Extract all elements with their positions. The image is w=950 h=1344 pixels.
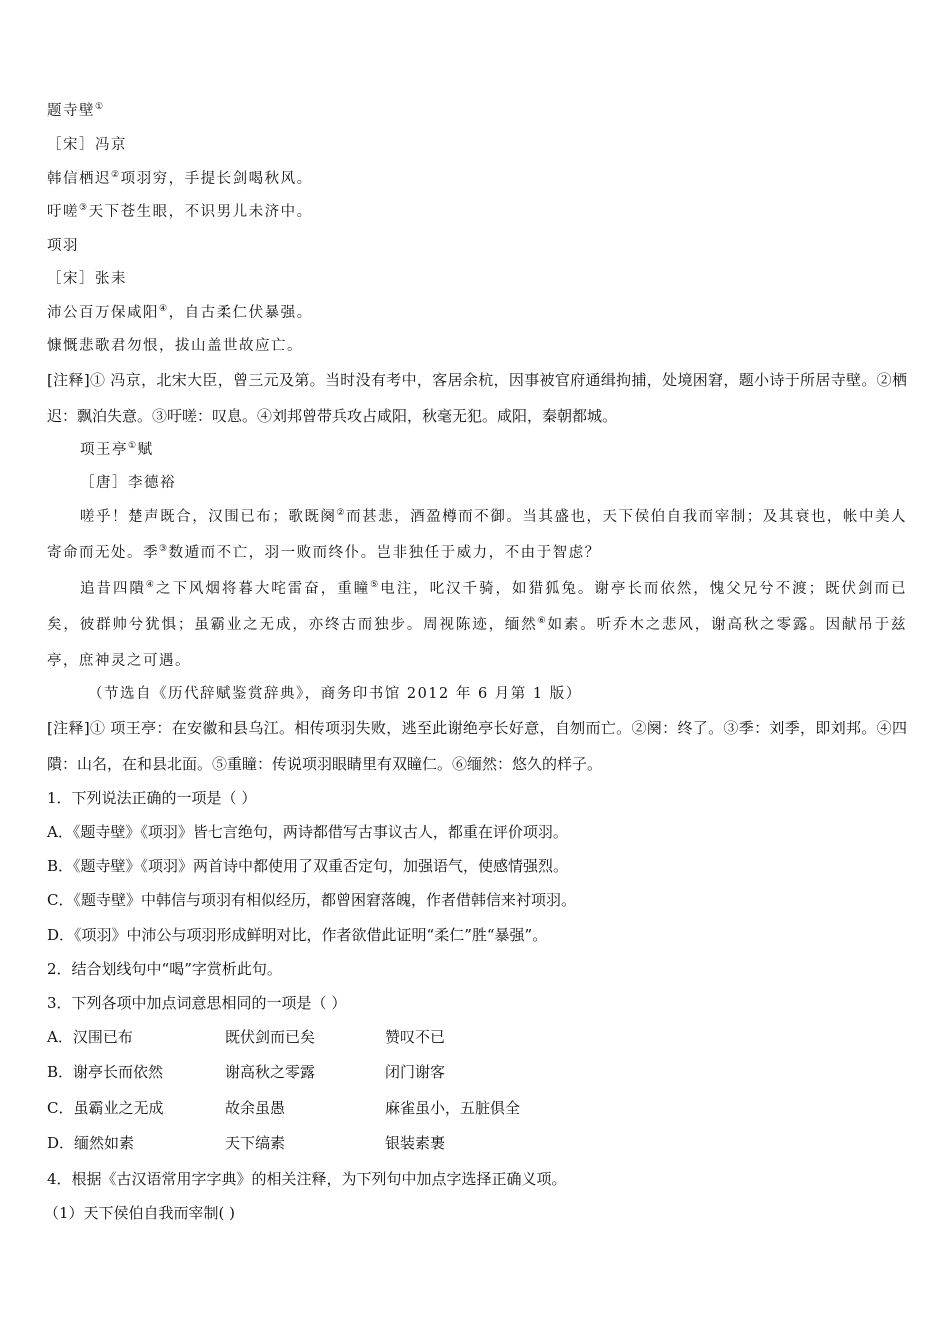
poem2-author: ［宋］张耒 — [47, 271, 127, 287]
fu-paragraph-2: 追昔四隤④之下风烟将暮大咤雷奋，重瞳⑤电注，叱汉千骑，如猎狐兔。谢亭长而依然，愧父兄兮不渡；既伏剑而已矣，彼群帅兮犹惧；虽霸业之无成，亦终古而独步。周视陈迹，缅然⑥如素。听乔木之悲风，谢高秋之零露。因献吊于兹亭，庶神灵之可遇。 — [47, 580, 908, 669]
question-3-c-col1: C．虽霸业之无成 — [47, 1099, 164, 1117]
poem1-author: ［宋］冯京 — [47, 137, 127, 153]
question-3-d-col2: 天下缟素 — [225, 1134, 286, 1152]
poem1-line-2: 吁嗟③天下苍生眼，不识男儿未济中。 — [47, 203, 313, 220]
fu-title: 项王亭①赋 — [80, 441, 154, 458]
question-3-b-col1: B．谢亭长而依然 — [47, 1063, 164, 1081]
question-1: 1．下列说法正确的一项是（ ） — [47, 789, 257, 807]
fu-source: （节选自《历代辞赋鉴赏辞典》，商务印书馆 2012 年 6 月第 1 版） — [88, 686, 582, 702]
poem-notes: [注释]① 冯京，北宋大臣，曾三元及第。当时没有考中，客居余杭，因事被官府通缉拘捕，处境困窘，题小诗于所居寺壁。②栖迟：飘泊失意。③吁嗟：叹息。④刘邦曾带兵攻占咸阳，秋毫无犯。咸阳，秦朝都城。 — [47, 371, 907, 425]
question-3-c-col2: 故余虽愚 — [225, 1099, 286, 1117]
question-3: 3．下列各项中加点词意思相同的一项是（ ） — [47, 994, 347, 1012]
question-2: 2．结合划线句中“喝”字赏析此句。 — [47, 960, 282, 978]
question-1-option-b: B．《题寺壁》《项羽》两首诗中都使用了双重否定句，加强语气，使感情强烈。 — [47, 857, 569, 875]
poem1-line-1: 韩信栖迟②项羽穷，手提长剑喝秋风。 — [47, 170, 313, 187]
poem2-line-2: 慷慨悲歌君勿恨，拔山盖世故应亡。 — [47, 338, 303, 354]
question-1-option-c: C．《题寺壁》中韩信与项羽有相似经历，都曾困窘落魄，作者借韩信来衬项羽。 — [47, 891, 576, 909]
question-3-b-col3: 闭门谢客 — [385, 1063, 446, 1081]
question-4: 4．根据《古汉语常用字字典》的相关注释，为下列句中加点字选择正确义项。 — [47, 1170, 567, 1188]
fu-author: ［唐］李德裕 — [80, 475, 176, 491]
question-3-a-col1: A．汉围已布 — [47, 1028, 133, 1046]
question-3-a-col3: 赞叹不已 — [385, 1028, 446, 1046]
question-3-d-col1: D．缅然如素 — [47, 1134, 135, 1152]
poem2-line-1: 沛公百万保咸阳④，自古柔仁伏暴强。 — [47, 304, 313, 321]
question-3-d-col3: 银装素裹 — [385, 1134, 446, 1152]
question-1-option-d: D．《项羽》中沛公与项羽形成鲜明对比，作者欲借此证明“柔仁”胜“暴强”。 — [47, 926, 548, 944]
poem2-title: 项羽 — [47, 238, 79, 254]
fu-notes: [注释]① 项王亭：在安徽和县乌江。相传项羽失败，逃至此谢绝亭长好意，自刎而亡。②阕：终了。③季：刘季，即刘邦。④四隤：山名，在和县北面。⑤重瞳：传说项羽眼睛里有双瞳仁。⑥缅然：悠久的样子。 — [47, 719, 907, 773]
question-1-option-a: A．《题寺壁》《项羽》皆七言绝句，两诗都借写古事议古人，都重在评价项羽。 — [47, 823, 568, 841]
poem1-title: 题寺壁① — [47, 102, 105, 119]
question-4-sub-1: （1）天下侯伯自我而宰制( ) — [44, 1204, 236, 1222]
fu-paragraph-1: 嗟乎！楚声既合，汉围已布；歌既阕②而甚悲，酒盈樽而不御。当其盛也，天下侯伯自我而宰制；及其衰也，帐中美人寄命而无处。季③数遁而不亡，羽一败而终仆。岂非独任于威力，不由于智虑？ — [47, 508, 908, 561]
question-3-c-col3: 麻雀虽小，五脏俱全 — [385, 1099, 521, 1117]
question-3-b-col2: 谢高秋之零露 — [225, 1063, 316, 1081]
question-3-a-col2: 既伏剑而已矣 — [225, 1028, 316, 1046]
